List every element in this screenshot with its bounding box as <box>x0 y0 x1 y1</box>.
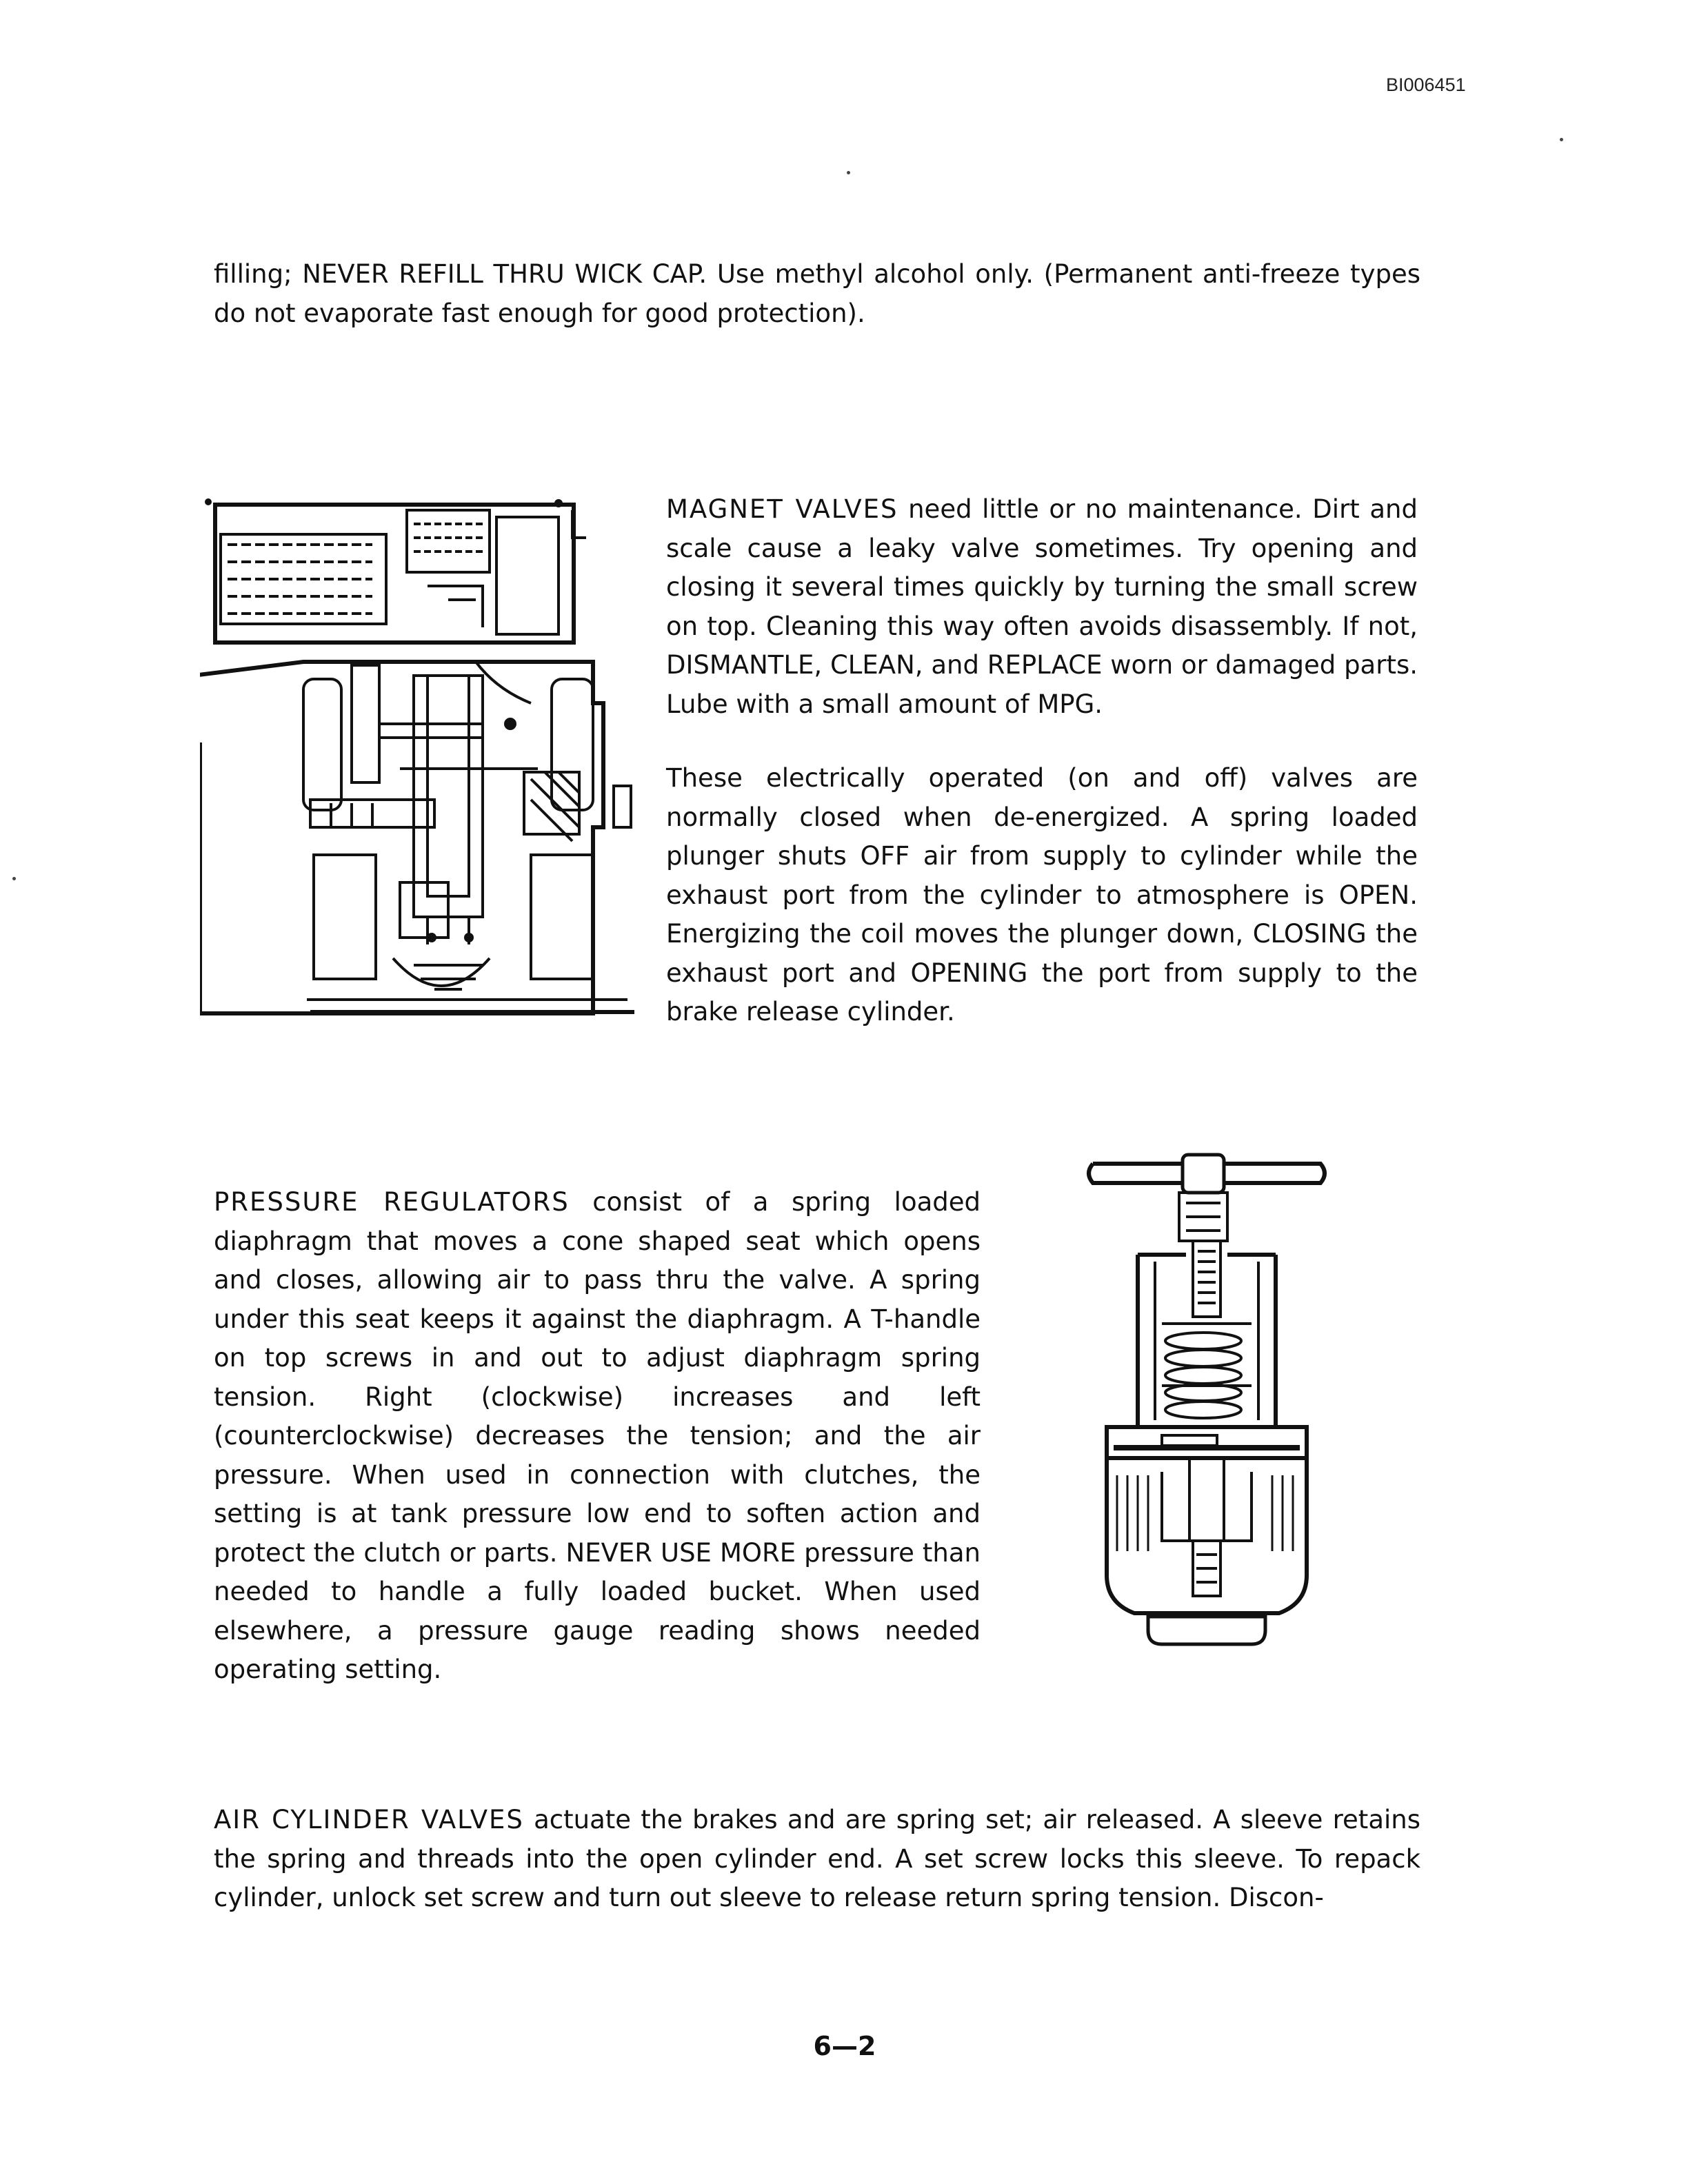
magnet-valves-heading: MAGNET VALVES <box>666 494 898 524</box>
pressure-regulators-heading: PRESSURE REGULATORS <box>214 1187 570 1217</box>
intro-paragraph: filling; NEVER REFILL THRU WICK CAP. Use methyl alcohol only. (Permanent anti-freeze types do not evaporate fast enough for good protection). <box>214 259 1420 328</box>
air-cylinder-valves-heading: AIR CYLINDER VALVES <box>214 1805 524 1834</box>
page-number: 6—2 <box>813 2031 876 2061</box>
scan-speck <box>12 877 16 880</box>
air-cylinder-valves-paragraph <box>214 1801 1420 1918</box>
magnet-valves-paragraph <box>666 490 1418 724</box>
magnet-valves-body: need little or no maintenance. Dirt and scale cause a leaky valve sometimes. Try opening and closing it several times quickly by turning the small screw on top. Cleaning this way often avoids disassembly. If not, DISMANTLE, CLEAN, and REPLACE worn or damaged parts. Lube with a small amount of MPG. <box>666 494 1418 719</box>
document-id: BI006451 <box>1386 74 1466 95</box>
scan-speck <box>1560 138 1563 141</box>
pressure-regulators-paragraph <box>214 1183 981 1690</box>
pressure-regulators-body: consist of a spring loaded diaphragm that moves a cone shaped seat which opens and closes, allowing air to pass thru the valve. A spring under this seat keeps it against the diaphragm. A T-handle on top screws in and out to adjust diaphragm spring tension. Right (clockwise) increases and left (counterclockwise) decreases the tension; and the air pressure. When used in connection with clutches, the setting is at tank pressure low end to soften action and protect the clutch or parts. NEVER USE MORE pressure than needed to handle a fully loaded bucket. When used elsewhere, a pressure gauge reading shows needed operating setting. <box>214 1187 981 1684</box>
magnet-valve-diagram <box>200 496 648 1020</box>
scan-speck <box>847 171 850 174</box>
magnet-valves-operation-paragraph: These electrically operated (on and off) valves are normally closed when de-energized. A spring loaded plunger shuts OFF air from supply to cylinder while the exhaust port from the cylinder to atmosphere is OPEN. Energizing the coil moves the plunger down, CLOSING the exhaust port and OPENING the port from supply to the brake release cylinder. <box>666 763 1418 1027</box>
pressure-regulator-diagram <box>1072 1151 1348 1675</box>
air-cylinder-valves-body: actuate the brakes and are spring set; air released. A sleeve retains the spring and threads into the open cylinder end. A set screw locks this sleeve. To repack cylinder, unlock set screw and turn out sleeve to release return spring tension. Discon- <box>214 1805 1420 1912</box>
